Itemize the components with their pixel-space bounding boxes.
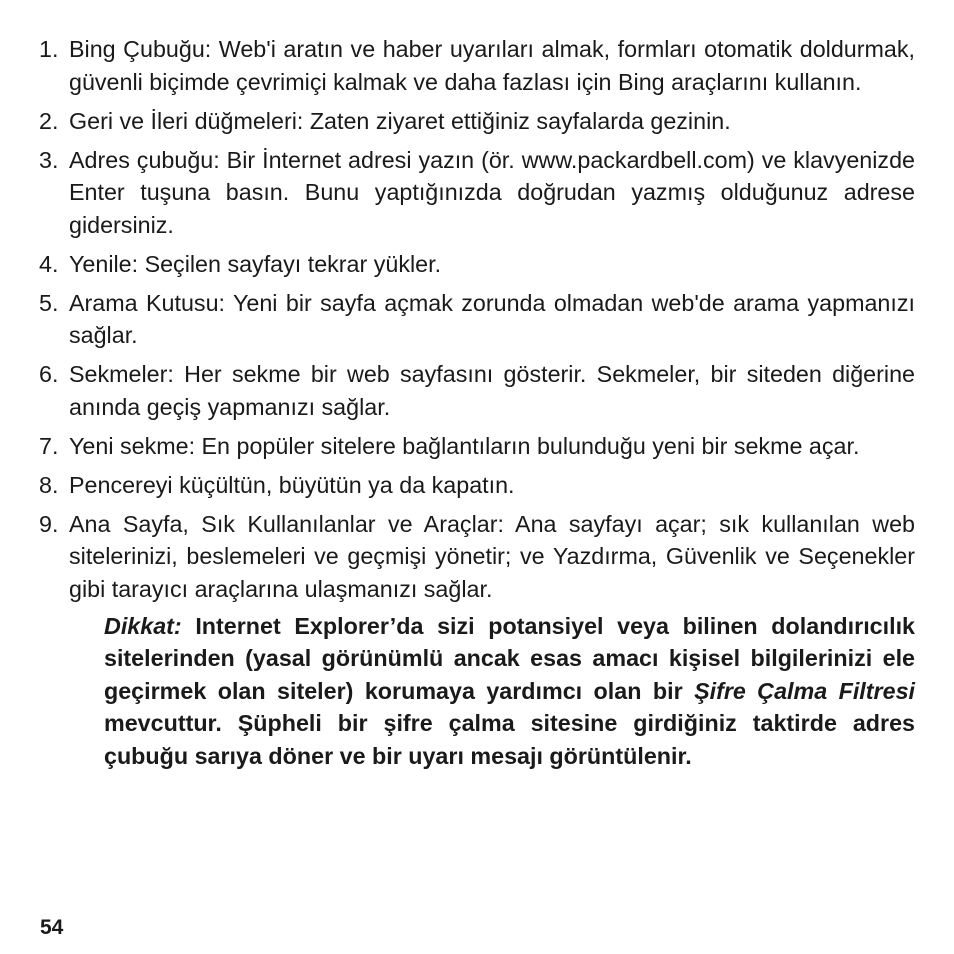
list-item: [39, 144, 915, 242]
item-number: 4.: [39, 250, 59, 277]
item-text: Yenile: Seçilen sayfayı tekrar yükler.: [69, 250, 442, 277]
item-text: Pencereyi küçültün, büyütün ya da kapatın.: [69, 471, 515, 498]
list-item: [39, 33, 915, 98]
document-body: [39, 33, 915, 772]
note-emphasis: Şifre Çalma Filtresi: [694, 677, 915, 704]
item-text: Yeni sekme: En popüler sitelere bağlantıların bulunduğu yeni bir sekme açar.: [69, 432, 860, 459]
caution-note: [104, 610, 915, 773]
item-number: 6.: [39, 361, 59, 387]
note-text-1: Internet Explorer’da sizi potansiyel veya bilinen dolandırıcılık sitelerinden (yasal görünümlü ancak esas amacı kişisel bilgilerinizi ele geçirmek olan siteler) korumaya yardımcı olan bir: [104, 612, 915, 704]
page-number: 54: [40, 916, 64, 939]
list-item: [39, 469, 915, 502]
list-item: [39, 287, 915, 352]
list-item: [39, 430, 915, 463]
item-number: 1.: [39, 36, 59, 62]
item-number: 2.: [39, 107, 59, 134]
item-text: Bing Çubuğu: Web'i aratın ve haber uyarıları almak, formları otomatik doldurmak, güvenli biçimde çevrimiçi kalmak ve daha fazlası için Bing araçlarını kullanın.: [69, 36, 915, 95]
item-text: Adres çubuğu: Bir İnternet adresi yazın (ör. www.packardbell.com) ve klavyenizde Enter tuşuna basın. Bunu yaptığınızda doğrudan yazmış olduğunuz adrese gidersiniz.: [69, 146, 915, 238]
item-text: Ana Sayfa, Sık Kullanılanlar ve Araçlar: Ana sayfayı açar; sık kullanılan web sitelerinizi, beslemeleri ve geçmişi yönetir; ve Yazdırma, Güvenlik ve Seçenekler gibi tarayıcı araçlarına ulaşmanızı sağlar.: [69, 510, 915, 602]
item-text: Geri ve İleri düğmeleri: Zaten ziyaret ettiğiniz sayfalarda gezinin.: [69, 107, 731, 134]
item-number: 5.: [39, 289, 59, 316]
item-number: 7.: [39, 432, 59, 459]
numbered-list: [39, 33, 915, 605]
list-item: [39, 358, 915, 423]
note-text-2: mevcuttur. Şüpheli bir şifre çalma sitesine girdiğiniz taktirde adres çubuğu sarıya döner ve bir uyarı mesajı görüntülenir.: [104, 710, 915, 769]
item-number: 9.: [39, 510, 59, 537]
item-text: Sekmeler: Her sekme bir web sayfasını gösterir. Sekmeler, bir siteden diğerine anında geçiş yapmanızı sağlar.: [69, 361, 915, 420]
list-item: [39, 248, 915, 281]
list-item: [39, 508, 915, 606]
item-text: Arama Kutusu: Yeni bir sayfa açmak zorunda olmadan web'de arama yapmanızı sağlar.: [69, 289, 915, 348]
item-number: 3.: [39, 146, 59, 173]
list-item: [39, 105, 915, 138]
item-number: 8.: [39, 471, 59, 498]
note-label: Dikkat:: [104, 612, 182, 639]
